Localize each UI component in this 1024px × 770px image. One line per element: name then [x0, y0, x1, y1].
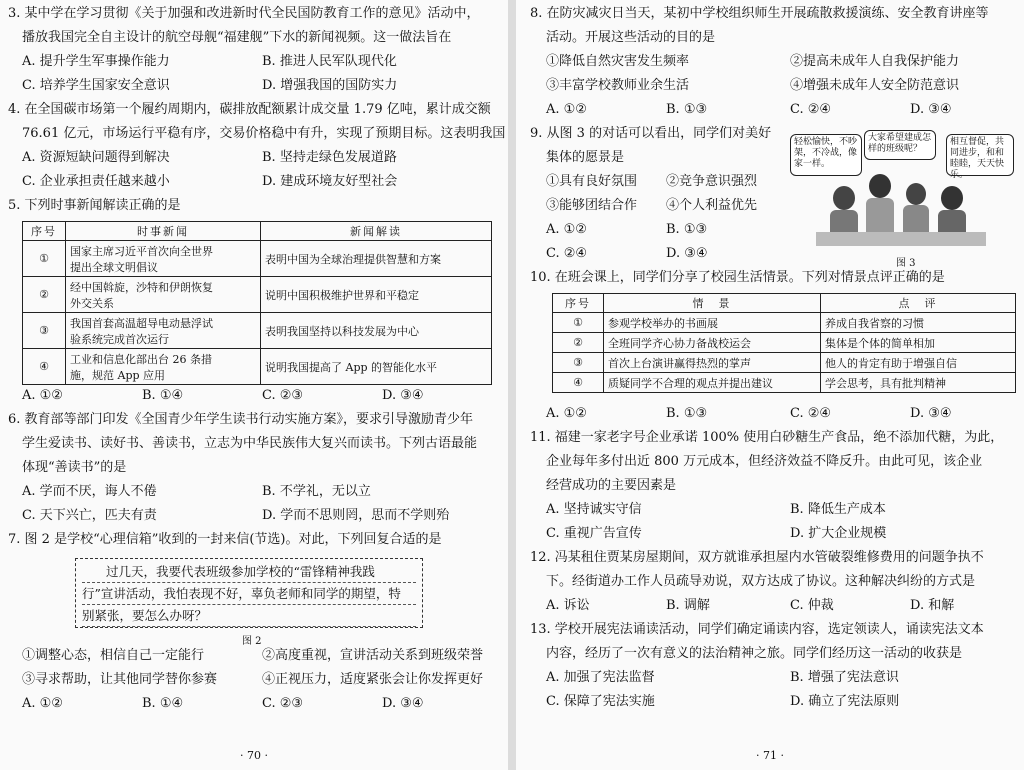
q11-option-a: A. 坚持诚实守信 [546, 502, 642, 517]
q7-letter-box [75, 558, 423, 628]
q10-scene-table [552, 293, 1016, 393]
q6-stem-line3: 体现“善读书”的是 [22, 460, 127, 475]
q9-option-a: A. ①② [546, 222, 587, 237]
q5-row2-num: ② [23, 277, 66, 313]
q8-statement-1: ①降低自然灾害发生频率 [546, 54, 690, 69]
q3-stem-line2: 播放我国完全自主设计的航空母舰“福建舰”下水的新闻视频。这一做法旨在 [22, 30, 452, 45]
speech-bubble-3: 相互督促，共同进步，和和睦睦，天天快乐。 [946, 134, 1014, 176]
q12-option-a: A. 诉讼 [546, 598, 590, 613]
q9-option-b: B. ①③ [666, 222, 708, 237]
q5-row3-news-l1: 我国首套高温超导电动悬浮试 [70, 316, 213, 330]
q10-header-num: 序号 [553, 294, 604, 313]
speech-bubble-2: 大家希望建成怎样的班级呢？ [864, 130, 936, 160]
q5-row4-news-l1: 工业和信息化部出台 26 条措 [70, 352, 212, 366]
q10-stem: 10. 在班会课上，同学们分享了校园生活情景。下列对情景点评正确的是 [530, 270, 945, 285]
table-row [553, 313, 1016, 333]
q5-row4-read: 说明我国提高了 App 的智能化水平 [261, 349, 492, 385]
q3-option-d: D. 增强我国的国防实力 [262, 78, 398, 93]
q5-news-table [22, 221, 492, 385]
q11-stem-line3: 经营成功的主要因素是 [546, 478, 677, 493]
q6-option-b: B. 不学礼，无以立 [262, 484, 371, 499]
q5-row1-news [66, 241, 261, 277]
q4-option-c: C. 企业承担责任越来越小 [22, 174, 170, 189]
q5-row4-news [66, 349, 261, 385]
q7-statement-1: ①调整心态，相信自己一定能行 [22, 648, 205, 663]
q3-option-c: C. 培养学生国家安全意识 [22, 78, 170, 93]
q5-row4-num: ④ [23, 349, 66, 385]
q5-option-b: B. ①④ [142, 388, 184, 403]
q4-option-a: A. 资源短缺问题得到解决 [22, 150, 170, 165]
q8-stem-line2: 活动。开展这些活动的目的是 [546, 30, 716, 45]
q10-row4-num: ④ [553, 373, 604, 393]
q5-row2-news-l2: 外交关系 [70, 296, 114, 310]
q8-statement-4: ④增强未成年人安全防范意识 [790, 78, 960, 93]
q10-row4-comment: 学会思考，具有批判精神 [821, 373, 1016, 393]
q5-row1-num: ① [23, 241, 66, 277]
q10-option-d: D. ③④ [910, 406, 952, 421]
q10-option-a: A. ①② [546, 406, 587, 421]
q11-stem-line2: 企业每年多付出近 800 万元成本，但经济效益不降反升。由此可见，该企业 [546, 454, 983, 469]
q7-letter-line3: 别紧张，要怎么办呀？ [82, 605, 416, 627]
table-row [23, 277, 492, 313]
q10-row1-num: ① [553, 313, 604, 333]
q5-row2-read: 说明中国积极维护世界和平稳定 [261, 277, 492, 313]
speech-bubble-1: 轻松愉快，不吵架，不冷战，像家一样。 [790, 134, 862, 176]
q7-option-a: A. ①② [22, 696, 63, 711]
q7-statement-2: ②高度重视，宣讲活动关系到班级荣誉 [262, 648, 484, 663]
q9-statement-1: ①具有良好氛围 [546, 174, 638, 189]
q5-header-news: 时事新闻 [66, 222, 261, 241]
q7-statement-4: ④正视压力，适度紧张会让你发挥更好 [262, 672, 484, 687]
table-row [23, 349, 492, 385]
q8-statement-3: ③丰富学校教师业余生活 [546, 78, 690, 93]
q13-stem-line1: 13. 学校开展宪法诵读活动，同学们确定诵读内容，选定领读人，诵读宪法文本 [530, 622, 984, 637]
q5-stem: 5. 下列时事新闻解读正确的是 [8, 198, 181, 213]
q8-option-b: B. ①③ [666, 102, 708, 117]
q9-figure-caption: 图 3 [896, 258, 916, 269]
q3-option-a: A. 提升学生军事操作能力 [22, 54, 170, 69]
q9-statement-2: ②竞争意识强烈 [666, 174, 758, 189]
q8-option-a: A. ①② [546, 102, 587, 117]
q5-header-read: 新闻解读 [261, 222, 492, 241]
q5-option-d: D. ③④ [382, 388, 424, 403]
q4-option-b: B. 坚持走绿色发展道路 [262, 150, 397, 165]
q5-row1-news-l1: 国家主席习近平首次向全世界 [70, 244, 213, 258]
table-row [553, 353, 1016, 373]
table-row [553, 373, 1016, 393]
q9-stem-line1: 9. 从图 3 的对话可以看出，同学们对美好 [530, 126, 772, 141]
q5-row3-num: ③ [23, 313, 66, 349]
page-number-left: · 70 · [240, 749, 268, 762]
q11-stem-line1: 11. 福建一家老字号企业承诺 100% 使用白砂糖生产食品，绝不添加代糖，为此， [530, 430, 1004, 445]
q6-option-d: D. 学而不思则罔，思而不学则殆 [262, 508, 450, 523]
q10-row1-comment: 养成自我省察的习惯 [821, 313, 1016, 333]
q10-row2-scene: 全班同学齐心协力备战校运会 [604, 333, 821, 353]
q12-option-b: B. 调解 [666, 598, 710, 613]
q8-stem-line1: 8. 在防灾减灾日当天，某初中学校组织师生开展疏散救援演练、安全教育讲座等 [530, 6, 989, 21]
q6-stem-line1: 6. 教育部等部门印发《全国青少年学生读书行动实施方案》，要求引导激励青少年 [8, 412, 474, 427]
q12-option-d: D. 和解 [910, 598, 955, 613]
q8-option-d: D. ③④ [910, 102, 952, 117]
q5-row3-news-l2: 验系统完成首次运行 [70, 332, 169, 346]
page-gutter [508, 0, 516, 770]
q3-stem-line1: 3. 某中学在学习贯彻《关于加强和改进新时代全民国防教育工作的意见》活动中， [8, 6, 480, 21]
q13-option-c: C. 保障了宪法实施 [546, 694, 655, 709]
q9-statement-4: ④个人利益优先 [666, 198, 758, 213]
q5-row3-news [66, 313, 261, 349]
q10-row3-num: ③ [553, 353, 604, 373]
q13-stem-line2: 内容，经历了一次有意义的法治精神之旅。同学们经历这一活动的收获是 [546, 646, 963, 661]
q10-header-scene: 情 景 [604, 294, 821, 313]
q7-statement-3: ③寻求帮助，让其他同学替你参赛 [22, 672, 218, 687]
q10-row2-num: ② [553, 333, 604, 353]
table-row [553, 333, 1016, 353]
q5-row1-news-l2: 提出全球文明倡议 [70, 260, 158, 274]
q7-option-b: B. ①④ [142, 696, 184, 711]
q6-option-a: A. 学而不厌，诲人不倦 [22, 484, 157, 499]
q11-option-b: B. 降低生产成本 [790, 502, 886, 517]
q10-row2-comment: 集体是个体的简单相加 [821, 333, 1016, 353]
q7-letter-line2: 行”宣讲活动，我怕表现不好，辜负老师和同学的期望，特 [82, 583, 416, 605]
q8-option-c: C. ②④ [790, 102, 832, 117]
q5-row3-read: 表明我国坚持以科技发展为中心 [261, 313, 492, 349]
table-row [23, 313, 492, 349]
q9-option-c: C. ②④ [546, 246, 588, 261]
q4-option-d: D. 建成环境友好型社会 [262, 174, 398, 189]
q10-row3-comment: 他人的肯定有助于增强自信 [821, 353, 1016, 373]
q5-row2-news-l1: 经中国斡旋，沙特和伊朗恢复 [70, 280, 213, 294]
table-row [23, 241, 492, 277]
q10-header-comment: 点 评 [821, 294, 1016, 313]
q9-statement-3: ③能够团结合作 [546, 198, 638, 213]
q5-option-a: A. ①② [22, 388, 63, 403]
q7-stem: 7. 图 2 是学校“心理信箱”收到的一封来信(节选)。对此，下列回复合适的是 [8, 532, 442, 547]
q11-option-d: D. 扩大企业规模 [790, 526, 887, 541]
q4-stem-line1: 4. 在全国碳市场第一个履约周期内，碳排放配额累计成交量 1.79 亿吨，累计成交额 [8, 102, 491, 117]
q7-option-d: D. ③④ [382, 696, 424, 711]
q3-option-b: B. 推进人民军队现代化 [262, 54, 397, 69]
q12-stem-line1: 12. 冯某租住贾某房屋期间，双方就谁承担屋内水管破裂维修费用的问题争执不 [530, 550, 984, 565]
q13-option-b: B. 增强了宪法意识 [790, 670, 899, 685]
q10-row1-scene: 参观学校举办的书画展 [604, 313, 821, 333]
q8-statement-2: ②提高未成年人自我保护能力 [790, 54, 960, 69]
q9-stem-line2: 集体的愿景是 [546, 150, 625, 165]
q5-row4-news-l2: 施，规范 App 应用 [70, 368, 166, 382]
q13-option-d: D. 确立了宪法原则 [790, 694, 900, 709]
q9-option-d: D. ③④ [666, 246, 708, 261]
q7-letter-line1: 过几天，我要代表班级参加学校的“雷锋精神我践 [82, 561, 416, 583]
q11-option-c: C. 重视广告宣传 [546, 526, 642, 541]
left-page [0, 0, 508, 770]
q12-option-c: C. 仲裁 [790, 598, 834, 613]
right-page [516, 0, 1024, 770]
q6-stem-line2: 学生爱读书、读好书、善读书，立志为中华民族伟大复兴而读书。下列古语最能 [22, 436, 478, 451]
q5-header-num: 序号 [23, 222, 66, 241]
q10-option-c: C. ②④ [790, 406, 832, 421]
q6-option-c: C. 天下兴亡，匹夫有责 [22, 508, 157, 523]
q5-row2-news [66, 277, 261, 313]
q12-stem-line2: 下。经街道办工作人员疏导劝说，双方达成了协议。这种解决纠纷的方式是 [546, 574, 976, 589]
q7-figure-caption: 图 2 [242, 636, 262, 647]
q4-stem-line2: 76.61 亿元，市场运行平稳有序，交易价格稳中有升，实现了预期目标。这表明我国 [22, 126, 506, 141]
q13-option-a: A. 加强了宪法监督 [546, 670, 655, 685]
q10-row4-scene: 质疑同学不合理的观点并提出建议 [604, 373, 821, 393]
q7-option-c: C. ②③ [262, 696, 304, 711]
q10-row3-scene: 首次上台演讲赢得热烈的掌声 [604, 353, 821, 373]
q5-row1-read: 表明中国为全球治理提供智慧和方案 [261, 241, 492, 277]
q5-option-c: C. ②③ [262, 388, 304, 403]
q10-option-b: B. ①③ [666, 406, 708, 421]
page-number-right: · 71 · [756, 749, 784, 762]
